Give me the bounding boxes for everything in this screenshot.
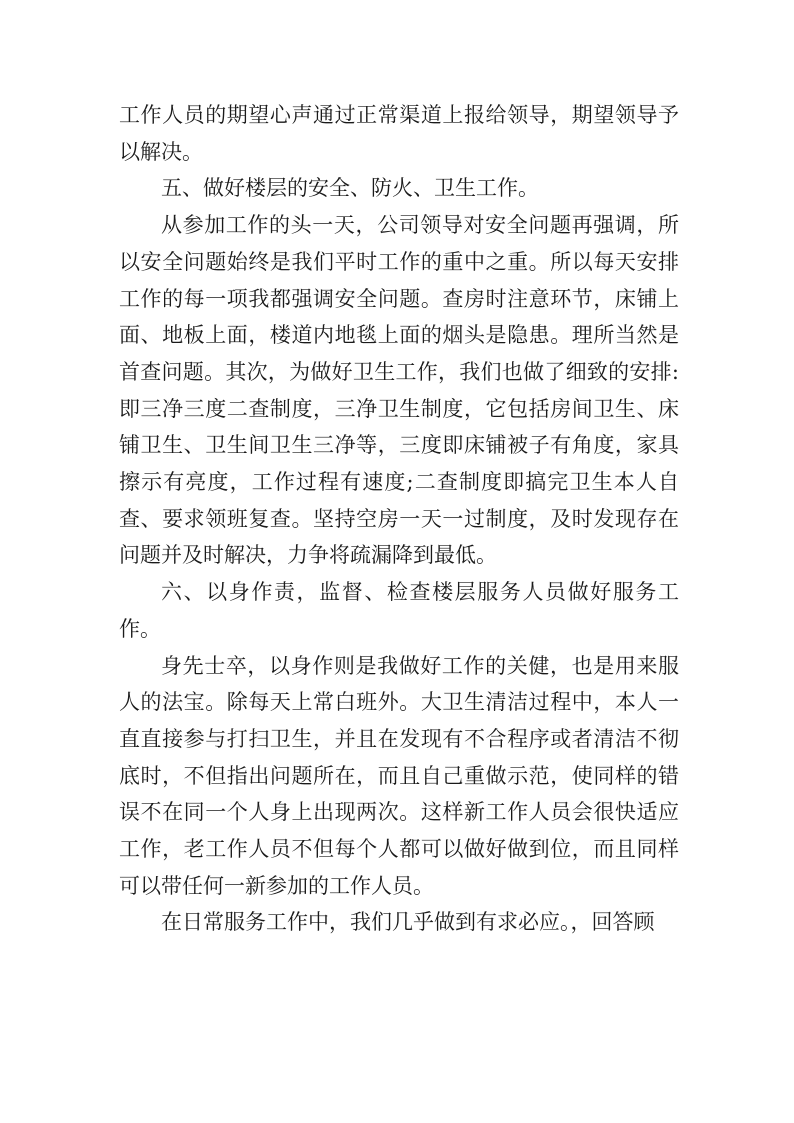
section-heading-five: 五、做好楼层的安全、防火、卫生工作。 [161, 176, 539, 201]
paragraph-continuation: 工作人员的期望心声通过正常渠道上报给领导，期望领导予以解决。 [119, 103, 679, 164]
paragraph-lead-by-example: 身先士卒，以身作则是我做好工作的关健，也是用来服人的法宝。除每天上常白班外。大卫生清洁过程中，本人一直直接参与打扫卫生，并且在发现有不合程序或者清洁不彻底时，不但指出问题所在，而且自己重做示范，使同样的错误不在同一个人身上出现两次。这样新工作人员会很快适应工作，老工作人员不但每个人都可以做好做到位，而且同样可以带任何一新参加的工作人员。 [119, 653, 679, 898]
document-body [119, 97, 679, 941]
paragraph-safety-hygiene: 从参加工作的头一天，公司领导对安全问题再强调，所以安全问题始终是我们平时工作的重中之重。所以每天安排工作的每一项我都强调安全问题。查房时注意环节，床铺上面、地板上面，楼道内地毯上面的烟头是隐患。理所当然是首查问题。其次，为做好卫生工作，我们也做了细致的安排:即三净三度二查制度，三净卫生制度，它包括房间卫生、床铺卫生、卫生间卫生三净等，三度即床铺被子有角度，家具擦示有亮度，工作过程有速度;二查制度即搞完卫生本人自查、要求领班复查。坚持空房一天一过制度，及时发现存在问题并及时解决，力争将疏漏降到最低。 [119, 213, 679, 568]
paragraph-daily-service: 在日常服务工作中，我们几乎做到有求必应。，回答顾 [161, 910, 655, 935]
section-heading-six: 六、以身作责，监督、检查楼层服务人员做好服务工作。 [119, 580, 679, 641]
